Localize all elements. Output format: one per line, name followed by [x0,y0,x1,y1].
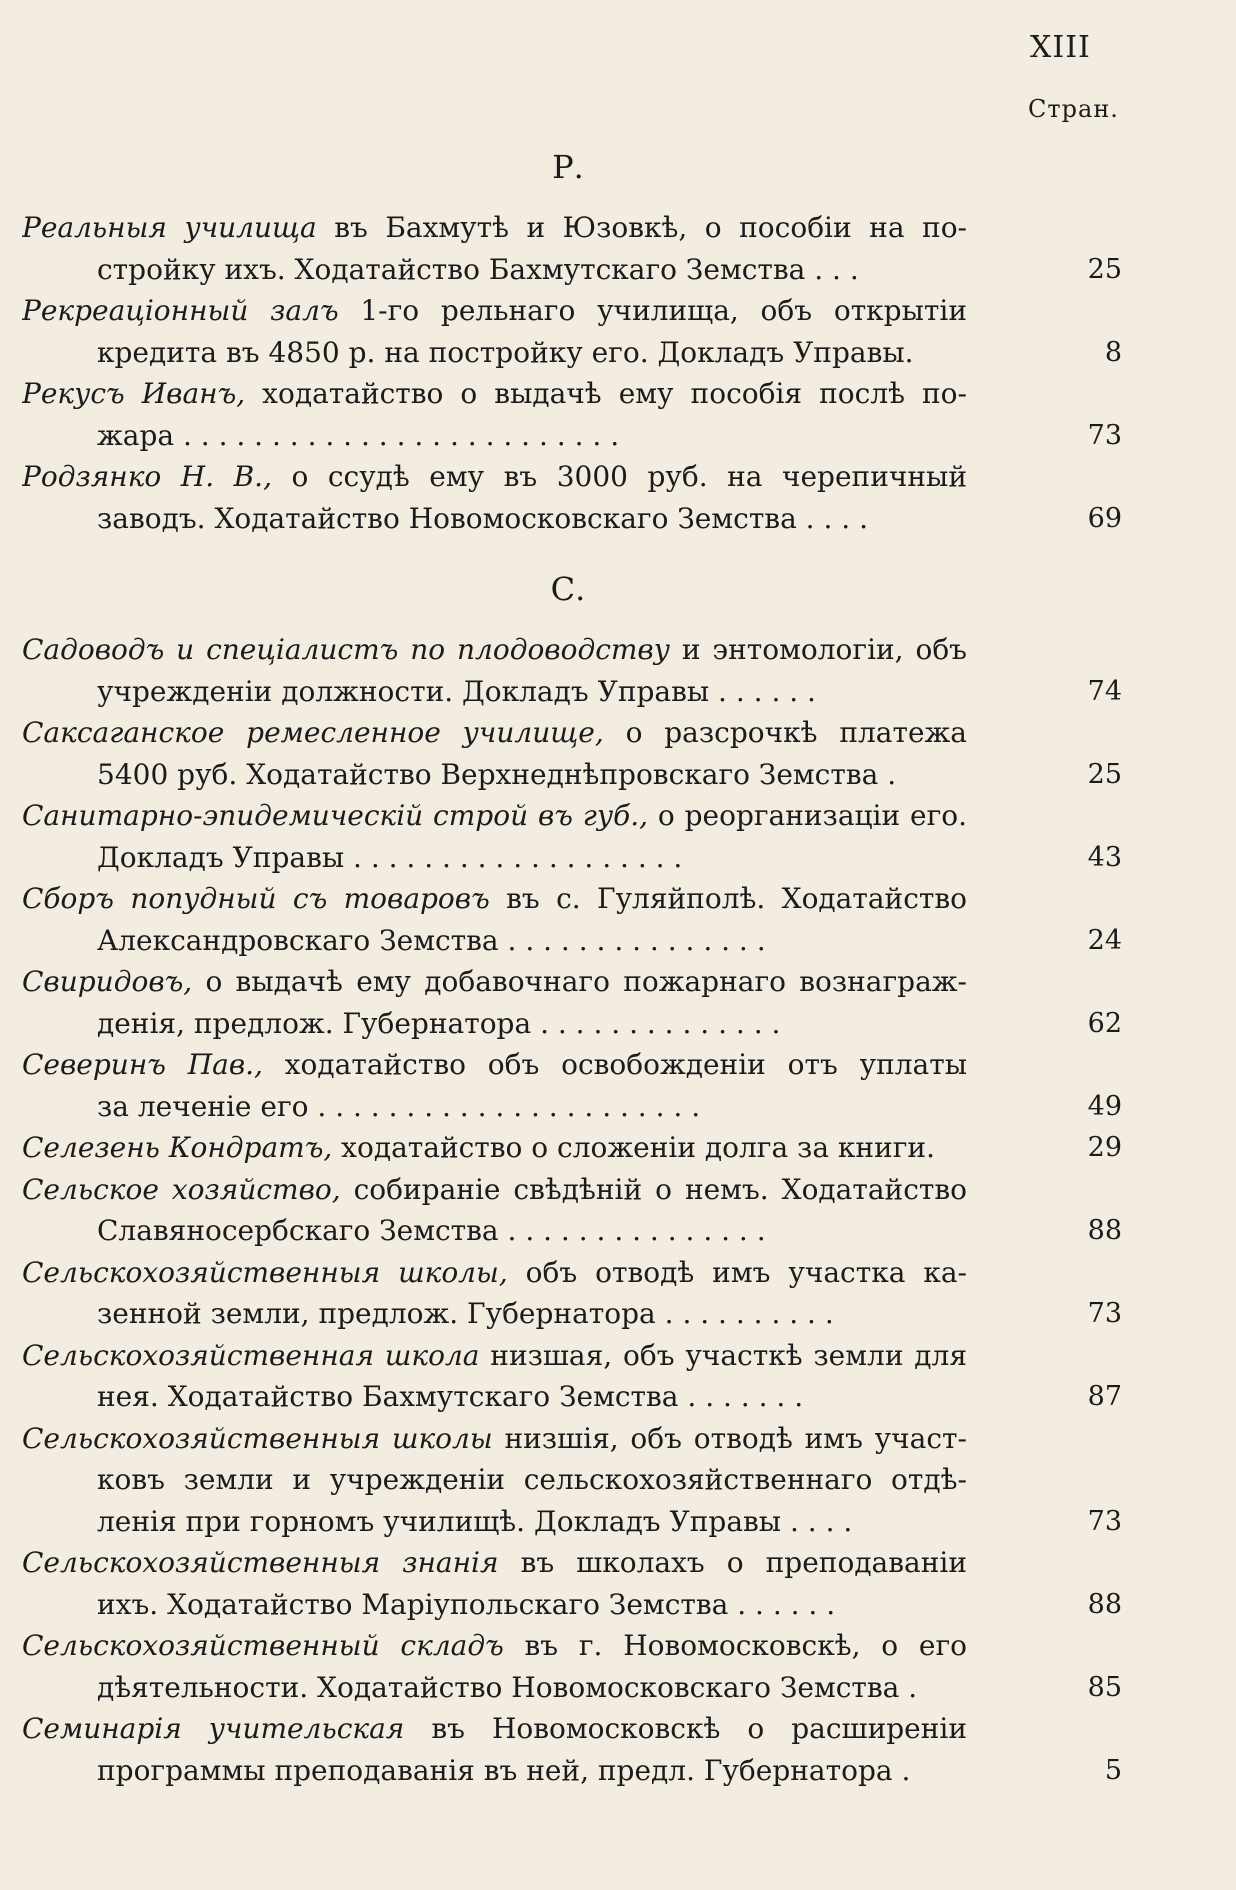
entry-text: дѣятельности. Ходатайство Новомосковскаго Земства . [97,1670,918,1704]
entry-term: Рекусъ Иванъ, [22,377,246,410]
entry-page-number: 25 [1087,758,1122,790]
index-entry [22,1418,1122,1543]
entry-text: Славяносербскаго Земства . . . . . . . . . . . . . . . [97,1214,766,1247]
entry-term: Саксаганское ремесленное училище, [22,716,604,749]
entry-line [97,1210,967,1252]
entry-line [97,1667,967,1709]
entry-page-number: 69 [1087,502,1122,534]
index-entry [22,1127,1122,1169]
index-entry [22,456,1122,539]
entry-text: ходатайство о выдачѣ ему пособія послѣ по- [245,377,967,410]
entry-page-number: 87 [1087,1381,1122,1412]
entry-line [97,920,967,962]
entry-page-number: 88 [1087,1588,1122,1620]
entry-term: Санитарно-эпидемическій строй въ губ., [22,799,649,832]
entry-page-number: 74 [1087,675,1122,707]
entry-line [22,795,967,837]
entry-page-number: 43 [1087,841,1122,873]
entry-text: программы преподаванія въ ней, предл. Губернатора . [97,1753,911,1787]
entry-line [22,290,967,332]
entry-text: собираніе свѣдѣній о немъ. Ходатайство [340,1172,967,1206]
entry-text: учрежденіи должности. Докладъ Управы . . . . . . [97,674,816,708]
entry-term: Садоводъ и спеціалистъ по плодоводству [22,633,670,666]
entry-text: о выдачѣ ему добавочнаго пожарнаго вознаграж- [192,965,967,998]
entry-line [22,373,967,415]
entry-line [22,1169,967,1211]
section-entries-r [22,207,1122,539]
entry-line [22,1625,967,1667]
entry-text: заводъ. Ходатайство Новомосковскаго Земства . . . . [97,501,868,535]
entry-text: о разсрочкѣ платежа [603,716,967,749]
index-entry [22,207,1122,290]
entry-text: низшія, объ отводѣ имъ участ- [492,1421,967,1455]
entry-term: Северинъ Пав., [22,1048,263,1081]
entry-line [97,671,967,713]
index-entry [22,1542,1122,1625]
entry-page-number: 88 [1087,1215,1122,1246]
entry-text: о ссудѣ ему въ 3000 руб. на черепичный [271,460,967,493]
entry-text: 5400 руб. Ходатайство Верхнеднѣпровскаго Земства . [97,757,897,791]
entry-line [97,1293,967,1335]
entry-line [97,1501,967,1543]
entry-line [97,249,967,291]
entry-text: въ Бахмутѣ и Юзовкѣ, о пособіи на по- [316,211,967,244]
entry-line [97,498,967,540]
entry-line [97,1459,967,1501]
page-number: XIII [1030,30,1091,65]
entry-line [97,837,967,879]
entry-term: Сельскохозяйственныя школы, [22,1255,508,1289]
entry-page-number: 73 [1087,1505,1122,1537]
entry-page-number: 49 [1087,1090,1122,1122]
entry-term: Реальныя училища [22,211,317,244]
entry-page-number: 73 [1087,1298,1122,1329]
entry-line [97,1584,967,1626]
entry-term: Родзянко Н. В., [22,460,272,493]
entry-text: ихъ. Ходатайство Маріупольскаго Земства . . . . . . [97,1587,836,1621]
entry-line [97,754,967,796]
entry-line [97,332,967,374]
entry-line [22,1708,967,1750]
entry-term: Сборъ попудный съ товаровъ [22,882,490,915]
entry-page-number: 8 [1104,336,1122,368]
entry-line [22,1335,967,1377]
entry-page-number: 24 [1087,924,1122,956]
entry-line [22,878,967,920]
index-entry [22,1044,1122,1127]
index-entry [22,961,1122,1044]
entry-line [22,1542,967,1584]
entry-page-number: 29 [1087,1132,1122,1163]
entry-text: зенной земли, предлож. Губернатора . . . . . . . . . . [97,1297,834,1330]
entry-line [22,1418,967,1460]
index-entry [22,1625,1122,1708]
entry-text: и энтомологіи, объ [669,633,967,666]
entry-line [22,207,967,249]
entry-line [97,1086,967,1128]
entry-term: Рекреаціонный залъ [22,294,339,327]
entry-text: въ с. Гуляйполѣ. Ходатайство [489,882,967,915]
entry-text: за леченіе его . . . . . . . . . . . . . . . . . . . . . . [97,1089,701,1123]
entry-text: нея. Ходатайство Бахмутскаго Земства . . . . . . . [97,1380,804,1413]
entry-line [22,1127,967,1169]
entry-line [22,629,967,671]
index-entry [22,1252,1122,1335]
section-entries-s [22,629,1122,1791]
entry-term: Сельскохозяйственный складъ [22,1629,504,1662]
entry-page-number: 62 [1087,1007,1122,1039]
entry-text: жара . . . . . . . . . . . . . . . . . . . . . . . . . [97,418,620,452]
index-entry [22,1335,1122,1418]
index-entry [22,795,1122,878]
index-entry [22,712,1122,795]
entry-line [97,415,967,457]
entry-text: низшая, объ участкѣ земли для [479,1338,967,1372]
entry-text: въ Новомосковскѣ о расширеніи [404,1712,967,1745]
entry-text: 1-го рельнаго училища, объ открытіи [338,294,967,327]
entry-text: въ школахъ о преподаваніи [498,1546,967,1579]
entry-line [97,1750,967,1792]
entry-text: Докладъ Управы . . . . . . . . . . . . . . . . . . . [97,840,683,874]
entry-page-number: 25 [1087,253,1122,285]
entry-line [97,1003,967,1045]
index-entry [22,373,1122,456]
section-heading-r: Р. [552,148,584,186]
entry-text: ходатайство о сложеніи долга за книги. [332,1131,935,1164]
entry-term: Селезень Кондратъ, [22,1131,333,1164]
entry-text: ковъ земли и учрежденіи сельскохозяйственнаго отдѣ- [97,1463,967,1496]
entry-text: ленія при горномъ училищѣ. Докладъ Управы . . . . [97,1504,853,1538]
entry-line [22,1044,967,1086]
entry-text: ходатайство объ освобожденіи отъ уплаты [262,1048,967,1081]
entry-line [22,961,967,1003]
entry-text: въ г. Новомосковскѣ, о его [503,1629,967,1662]
section-heading-s: С. [550,570,586,608]
index-entry [22,878,1122,961]
entry-page-number: 5 [1104,1754,1122,1786]
entry-text: объ отводѣ имъ участка ка- [507,1255,967,1289]
entry-term: Сельскохозяйственныя школы [22,1421,493,1455]
entry-line [97,1376,967,1418]
page-column-header: Стран. [1028,95,1119,123]
entry-line [22,712,967,754]
entry-term: Сельскохозяйственныя знанія [22,1546,499,1579]
index-entry [22,1169,1122,1252]
entry-term: Свиридовъ, [22,965,193,998]
entry-term: Сельскохозяйственная школа [22,1338,480,1372]
entry-text: о реорганизаціи его. [648,799,967,832]
entry-line [22,456,967,498]
entry-text: Александровскаго Земства . . . . . . . . . . . . . . . [97,923,766,957]
entry-text: кредита въ 4850 р. на постройку его. Докладъ Управы. [97,335,914,369]
entry-term: Семинарія учительская [22,1712,405,1745]
entry-page-number: 85 [1087,1671,1122,1703]
index-entry [22,629,1122,712]
entry-text: денія, предлож. Губернатора . . . . . . . . . . . . . . [97,1006,781,1040]
entry-page-number: 73 [1087,419,1122,451]
entry-term: Сельское хозяйство, [22,1172,341,1206]
entry-line [22,1252,967,1294]
entry-text: стройку ихъ. Ходатайство Бахмутскаго Земства . . . [97,252,859,286]
index-entry [22,1708,1122,1791]
index-entry [22,290,1122,373]
